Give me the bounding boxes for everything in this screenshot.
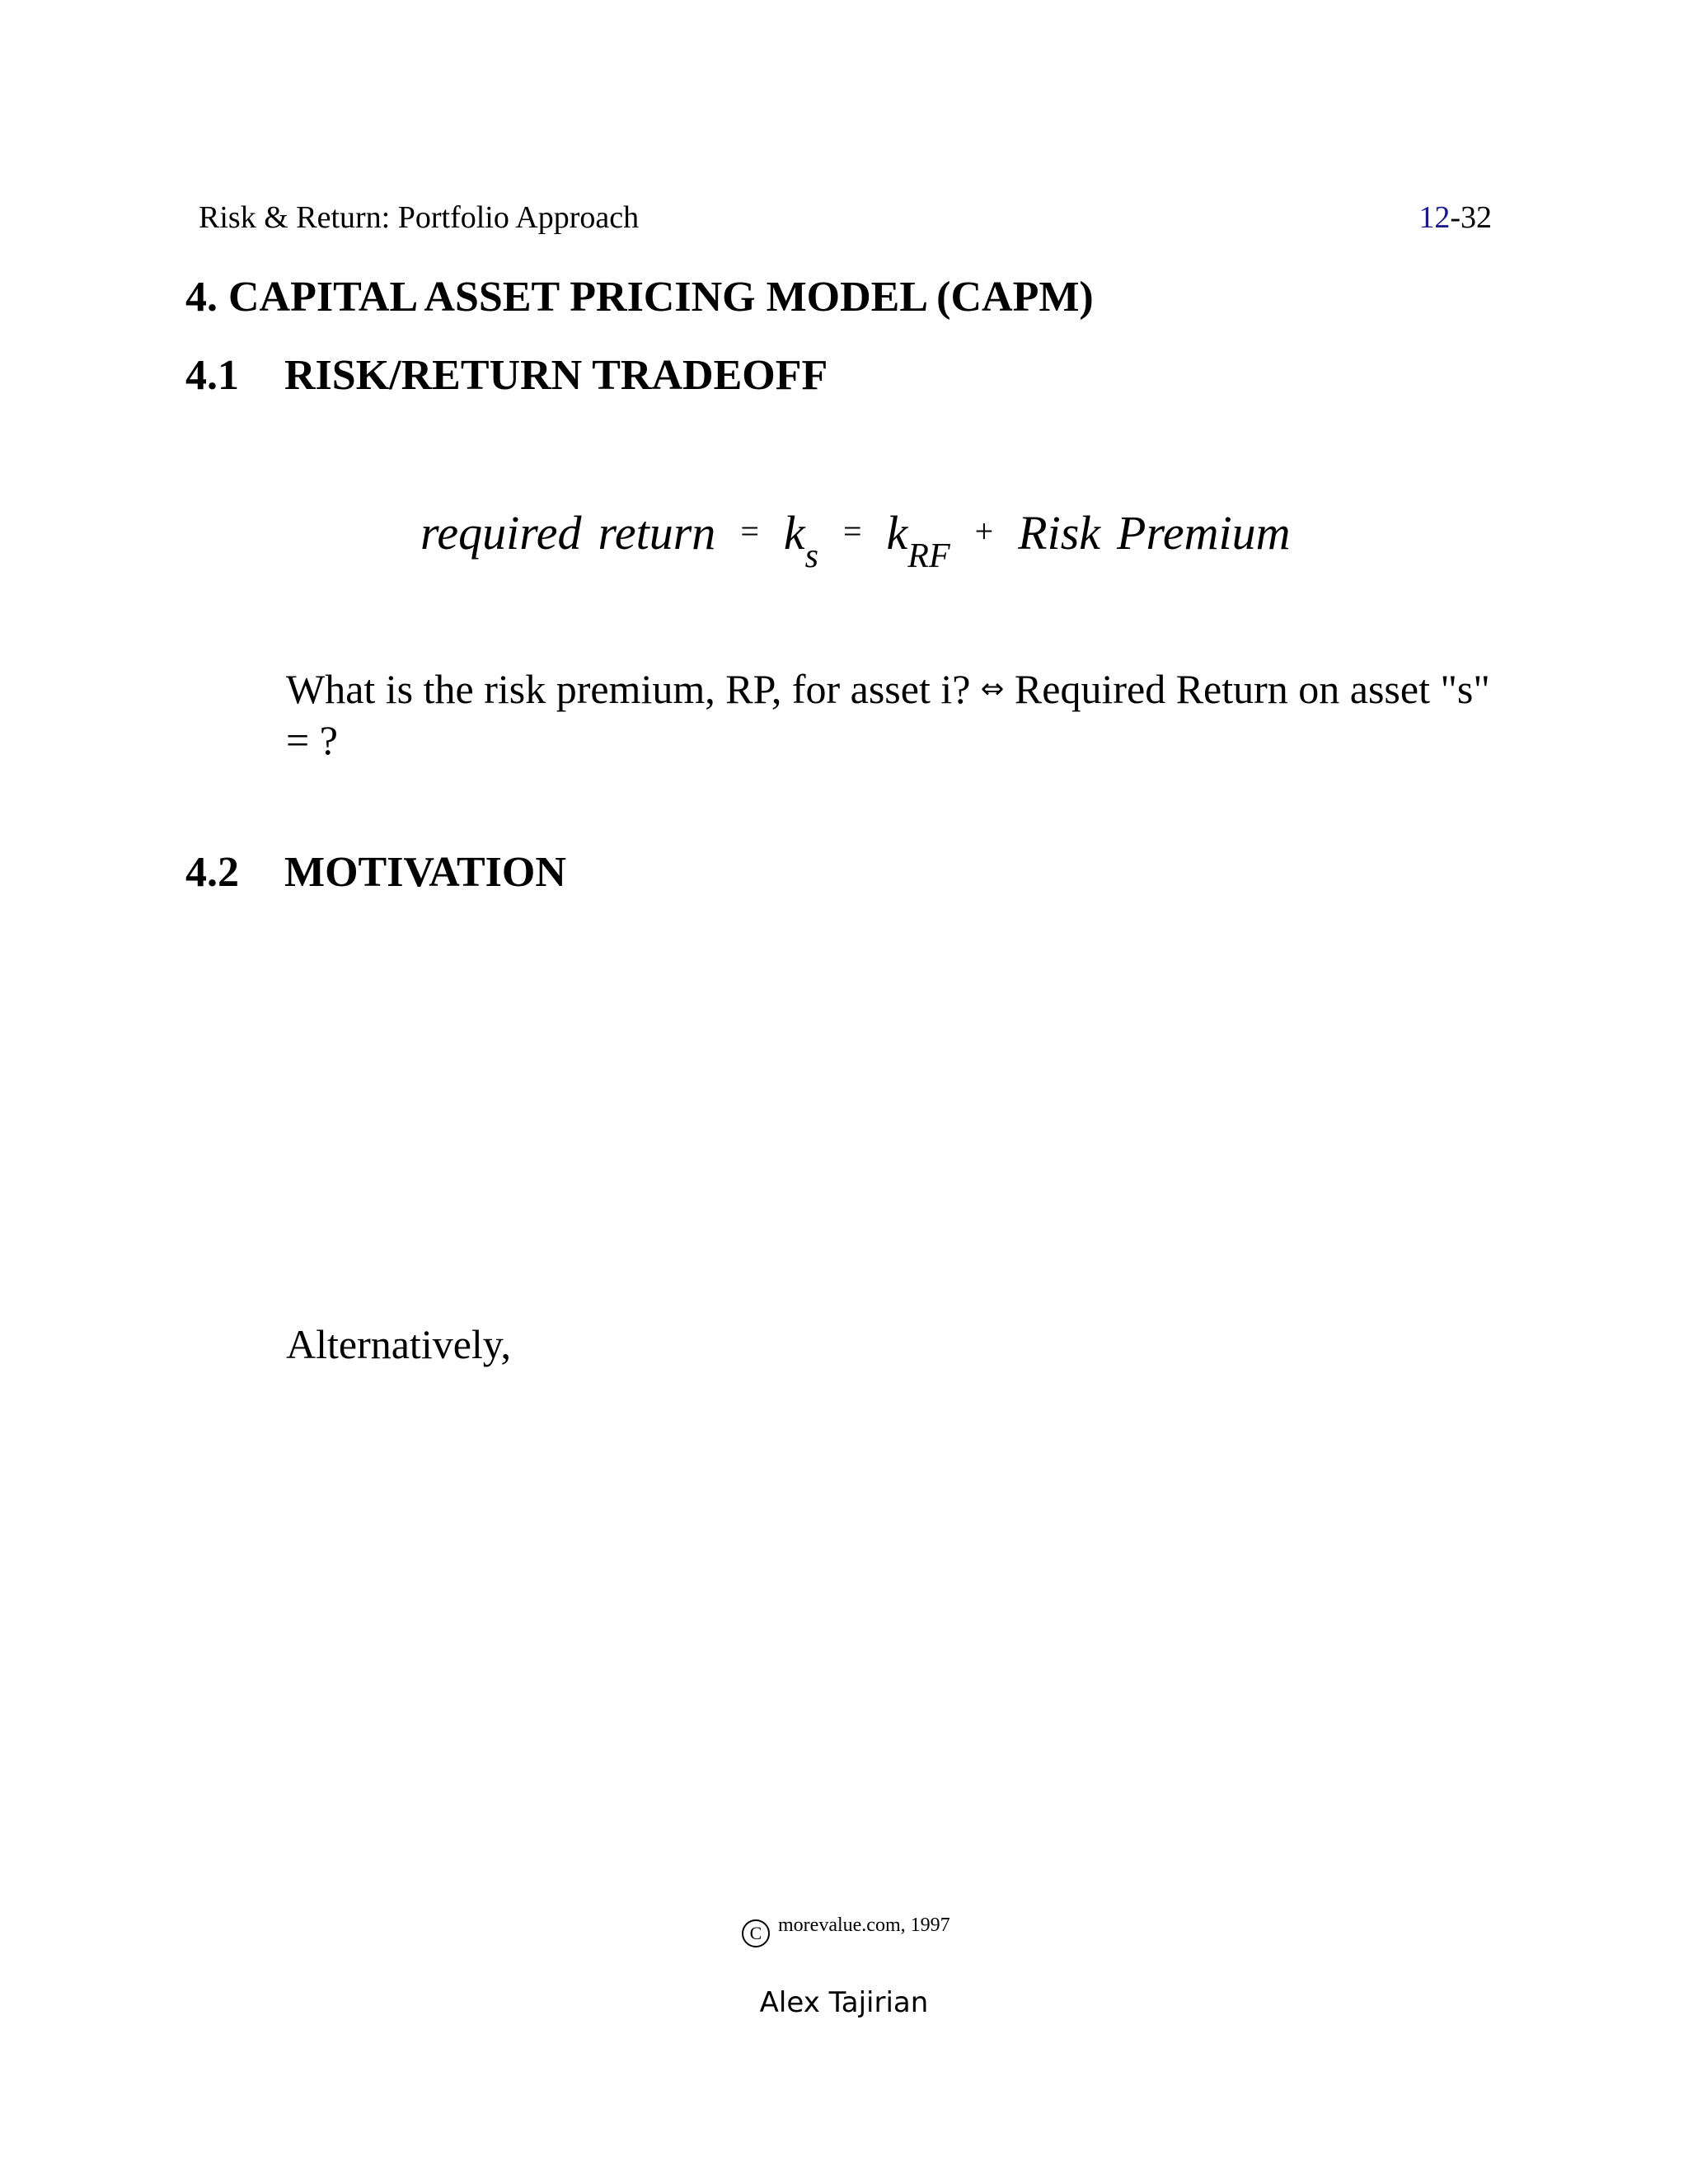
risk-premium-question — [286, 663, 1498, 766]
section-heading: 4. CAPITAL ASSET PRICING MODEL (CAPM) — [185, 274, 1094, 321]
subsection-title: RISK/RETURN TRADEOFF — [284, 352, 828, 399]
subsection-number: 4.2 — [185, 849, 239, 896]
equivalence-arrow-icon: ⇔ — [980, 673, 1005, 705]
author-name: Alex Tajirian — [759, 1986, 929, 2019]
equation-ks — [783, 506, 818, 575]
equation-equals-1: = — [740, 513, 759, 550]
copyright-notice — [742, 1909, 950, 1947]
equation-krf-base: k — [886, 506, 908, 560]
question-part-1: What is the risk premium, RP, for asset i? — [286, 666, 971, 712]
required-return-equation — [420, 503, 1291, 575]
subsection-heading-motivation — [185, 847, 566, 898]
subsection-number: 4.1 — [185, 352, 239, 399]
subsection-heading-risk-return — [185, 350, 828, 401]
equation-ks-sub: s — [804, 537, 818, 575]
copyright-text: morevalue.com, 1997 — [778, 1915, 950, 1936]
equation-krf-sub: RF — [907, 537, 950, 575]
page-number — [1393, 199, 1492, 236]
alternatively-text: Alternatively, — [286, 1321, 512, 1367]
page-suffix: -32 — [1450, 200, 1492, 235]
subsection-title: MOTIVATION — [284, 849, 566, 896]
question-part-2: Required Return on asset "s" = ? — [286, 666, 1490, 763]
chapter-number: 12 — [1418, 200, 1451, 235]
equation-ks-base: k — [783, 506, 805, 560]
equation-krf — [886, 506, 950, 575]
equation-equals-2: = — [842, 513, 862, 550]
equation-word-risk: Risk — [1018, 506, 1101, 560]
running-title: Risk & Return: Portfolio Approach — [199, 200, 640, 235]
equation-plus: + — [974, 513, 994, 550]
equation-word-premium: Premium — [1117, 506, 1291, 560]
equation-word-return: return — [598, 506, 716, 560]
copyright-icon: C — [742, 1919, 770, 1947]
equation-word-required: required — [420, 506, 582, 560]
